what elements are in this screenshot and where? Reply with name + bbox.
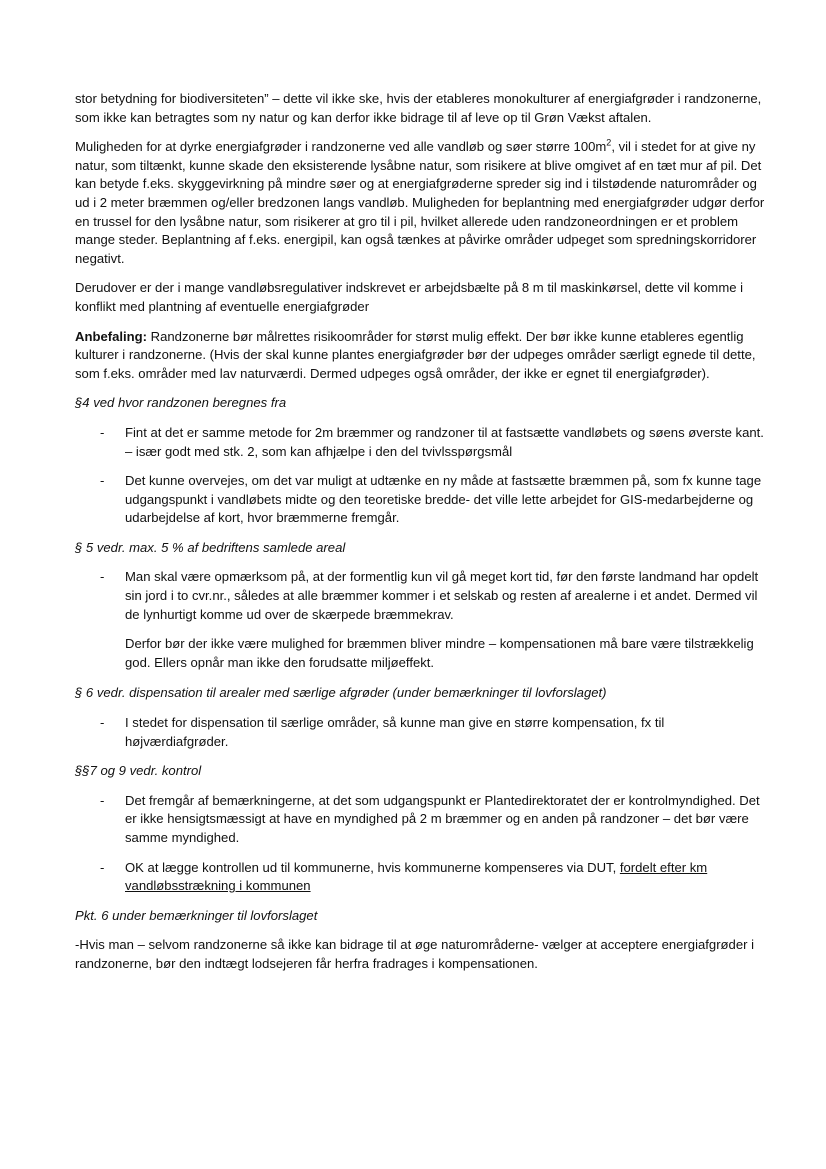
- section-5-list: [75, 568, 765, 624]
- paragraph-biodiversity: stor betydning for biodiversiteten” – dette vil ikke ske, hvis der etableres monokulturer af energiafgrøder i randzonerne, som ikke kan betragtes som ny natur og kan derfor ikke bidrage til af leve op til Grøn Vækst aftalen.: [75, 91, 762, 125]
- section-heading-7-9: §§7 og 9 vedr. kontrol: [75, 763, 202, 779]
- list-item: [75, 568, 765, 624]
- list-item-text: Det kunne overvejes, om det var muligt at udtænke en ny måde at fastsætte bræmmen på, som fx kunne tage udgangspunkt i vandløbets midte og den teoretiske bredde- det ville lette arbejdet for GIS-medarbejderne og udarbejdelse af kort, hvor bræmmerne fremgår.: [125, 473, 762, 526]
- list-item-text: Fint at det er samme metode for 2m bræmmer og randzoner til at fastsætte vandløbets og søens øverste kant. – især godt med stk. 2, som kan afhjælpe i den del tvivlsspørgsmål: [125, 424, 764, 459]
- section-heading-4: §4 ved hvor randzonen beregnes fra: [75, 395, 287, 411]
- list-dash: -: [100, 792, 105, 808]
- paragraph-recommendation: [75, 328, 765, 384]
- section-heading-6: § 6 vedr. dispensation til arealer med særlige afgrøder (under bemærkninger til lovforslaget): [75, 685, 607, 701]
- superscript-squared: 2: [606, 137, 612, 148]
- list-item-text: Det fremgår af bemærkningerne, at det som udgangspunkt er Plantedirektoratet der er kontrolmyndighed. Det er ikke hensigtsmæssigt at have en myndighed på 2 m bræmmer og en anden på randzoner – det bør være samme myndighed.: [125, 792, 760, 845]
- paragraph-work-belt: Derudover er der i mange vandløbsregulativer indskrevet er arbejdsbælte på 8 m til maskinkørsel, dette vil komme i konflikt med plantning af eventuelle energiafgrøder: [75, 280, 744, 314]
- paragraph-pkt-6: -Hvis man – selvom randzonerne så ikke kan bidrage til at øge naturområderne- vælger at acceptere energiafgrøder i randzonerne, bør den indtægt lodsejeren får herfra fradrages i kompensationen.: [75, 937, 755, 971]
- section-heading-pkt-6: Pkt. 6 under bemærkninger til lovforslaget: [75, 907, 318, 923]
- paragraph-energy-crops-text-b: , vil i stedet for at give ny natur, som tiltænkt, kunne skade den eksisterende lysåbne natur, som risikere at blive omgivet af en tæt mur af pil. Det kan betyde f.eks. skyggevirkning på mindre søer og at energiafgrøderne spreder sig ind i tilstødende naturområder og ud i 2 meter bræmmen og/eller bredzonen langs vandløb. Muligheden for beplantning med energiafgrøder udgør derfor en trussel for den lysåbne natur, som risikerer at gro til i pil, hvilket allerede uden randzoneordningen er et problem mange steder. Beplantning af f.eks. energipil, kan også tænkes at påvirke områder udpeget som spredningskorridorer negativt.: [75, 139, 765, 266]
- list-dash: -: [100, 473, 105, 489]
- list-dash: -: [100, 715, 105, 731]
- list-dash: -: [100, 569, 105, 585]
- section-6-list: [75, 714, 765, 751]
- list-item: [75, 424, 765, 461]
- list-dash: -: [100, 424, 105, 440]
- list-item-text: OK at lægge kontrollen ud til kommunerne, hvis kommunerne kompenseres via DUT,: [125, 859, 620, 875]
- paragraph-energy-crops: [75, 138, 765, 268]
- document-page: [75, 90, 765, 985]
- list-item-text: Man skal være opmærksom på, at der formentlig kun vil gå meget kort tid, før den første landmand har opdelt sin jord i to cvr.nr., således at alle bræmmer kommer i et selskab og resten af arealerne i et andet. Dermed vil de lynhurtigt komme ud over de skærpede bræmmekrav.: [125, 569, 759, 622]
- list-dash: -: [100, 859, 105, 875]
- paragraph-energy-crops-text-a: Muligheden for at dyrke energiafgrøder i randzonerne ved alle vandløb og søer større 100m: [75, 139, 607, 155]
- list-item: [75, 792, 765, 848]
- list-item: [75, 714, 765, 751]
- section-7-9-list: [75, 792, 765, 896]
- section-heading-5: § 5 vedr. max. 5 % af bedriftens samlede areal: [75, 539, 346, 555]
- list-item-text: I stedet for dispensation til særlige områder, så kunne man give en større kompensation, fx til højværdiafgrøder.: [125, 715, 665, 749]
- recommendation-text: Randzonerne bør målrettes risikoområder for størst mulig effekt. Der bør ikke kunne etableres egentlig kulturer i randzonerne. (Hvis der skal kunne plantes energiafgrøder bør der udpeges områder særligt egnede til dette, som f.eks. områder med lav naturværdi. Dermed udpeges også områder, der ikke er egnet til energiafgrøder).: [75, 328, 756, 381]
- list-item: [75, 859, 765, 896]
- section-4-list: [75, 424, 765, 528]
- section-5-subparagraph: Derfor bør der ikke være mulighed for bræmmen bliver mindre – kompensationen må bare være tilstrækkelig god. Ellers opnår man ikke den forudsatte miljøeffekt.: [125, 636, 754, 670]
- list-item: [75, 472, 765, 528]
- recommendation-label: Anbefaling:: [75, 328, 148, 344]
- underlined-text: fordelt efter km vandløbsstrækning i kommunen: [125, 859, 708, 894]
